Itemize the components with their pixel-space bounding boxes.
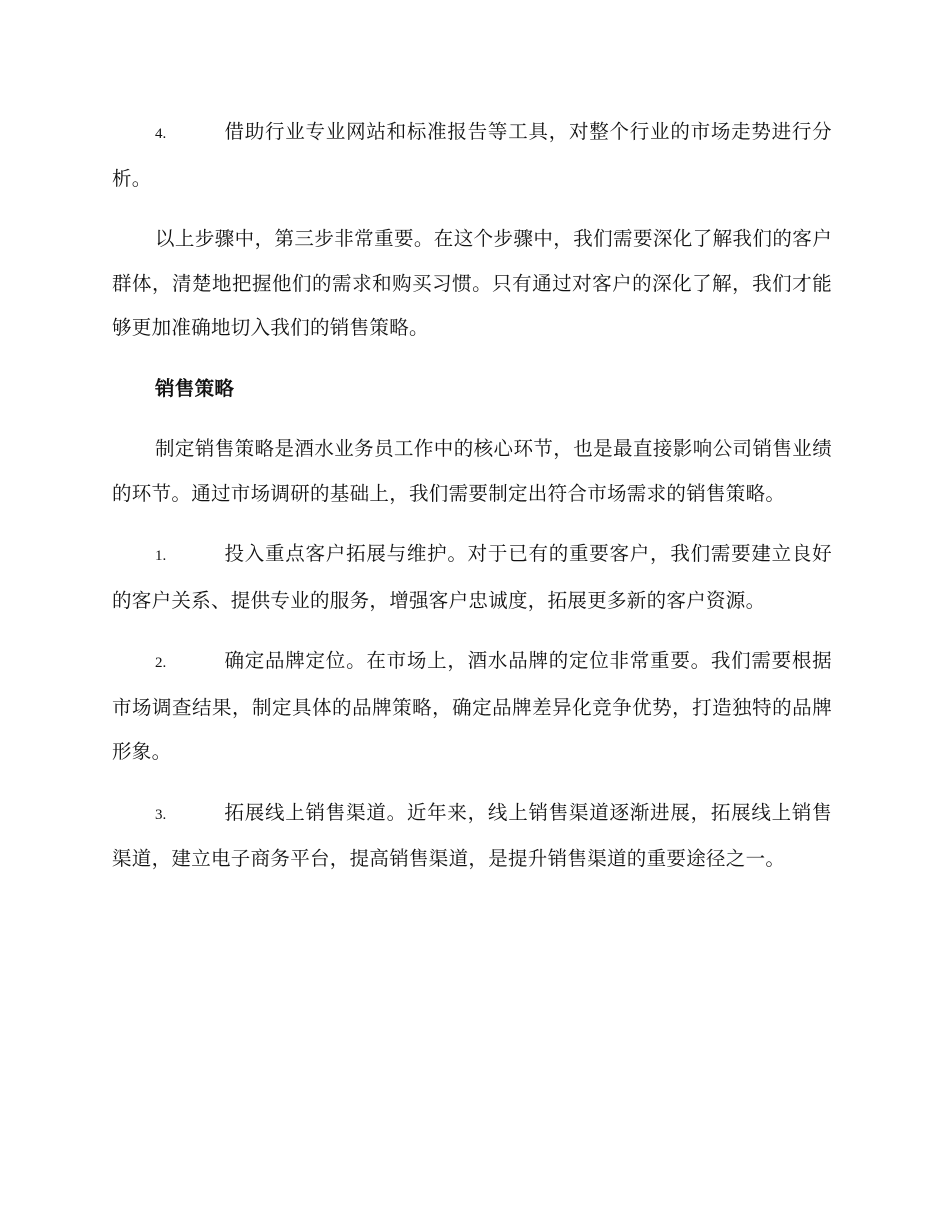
paragraph-step-summary: 以上步骤中，第三步非常重要。在这个步骤中，我们需要深化了解我们的客户群体，清楚地把握他们的需求和购买习惯。只有通过对客户的深化了解，我们才能够更加准确地切入我们的销售策略。 <box>112 227 832 339</box>
list-item-3: 3. 拓展线上销售渠道。近年来，线上销售渠道逐渐进展，拓展线上销售渠道，建立电子商务平台，提高销售渠道，是提升销售渠道的重要途径之一。 <box>112 800 832 870</box>
document-body <box>112 110 832 898</box>
list-text: 拓展线上销售渠道。近年来，线上销售渠道逐渐进展，拓展线上销售渠道，建立电子商务平台，提高销售渠道，是提升销售渠道的重要途径之一。 <box>112 800 832 870</box>
list-text: 确定品牌定位。在市场上，酒水品牌的定位非常重要。我们需要根据市场调查结果，制定具体的品牌策略，确定品牌差异化竞争优势，打造独特的品牌形象。 <box>112 649 832 763</box>
paragraph-strategy-intro: 制定销售策略是酒水业务员工作中的核心环节，也是最直接影响公司销售业绩的环节。通过市场调研的基础上，我们需要制定出符合市场需求的销售策略。 <box>112 437 832 505</box>
list-item-1: 1. 投入重点客户拓展与维护。对于已有的重要客户，我们需要建立良好的客户关系、提供专业的服务，增强客户忠诚度，拓展更多新的客户资源。 <box>112 542 832 612</box>
list-text: 投入重点客户拓展与维护。对于已有的重要客户，我们需要建立良好的客户关系、提供专业的服务，增强客户忠诚度，拓展更多新的客户资源。 <box>112 542 832 612</box>
list-item-4: 4. 借助行业专业网站和标准报告等工具，对整个行业的市场走势进行分析。 <box>112 120 832 190</box>
section-heading: 销售策略 <box>155 376 235 400</box>
list-item-2: 2. 确定品牌定位。在市场上，酒水品牌的定位非常重要。我们需要根据市场调查结果，制定具体的品牌策略，确定品牌差异化竞争优势，打造独特的品牌形象。 <box>112 649 832 763</box>
list-text: 借助行业专业网站和标准报告等工具，对整个行业的市场走势进行分析。 <box>112 120 832 190</box>
